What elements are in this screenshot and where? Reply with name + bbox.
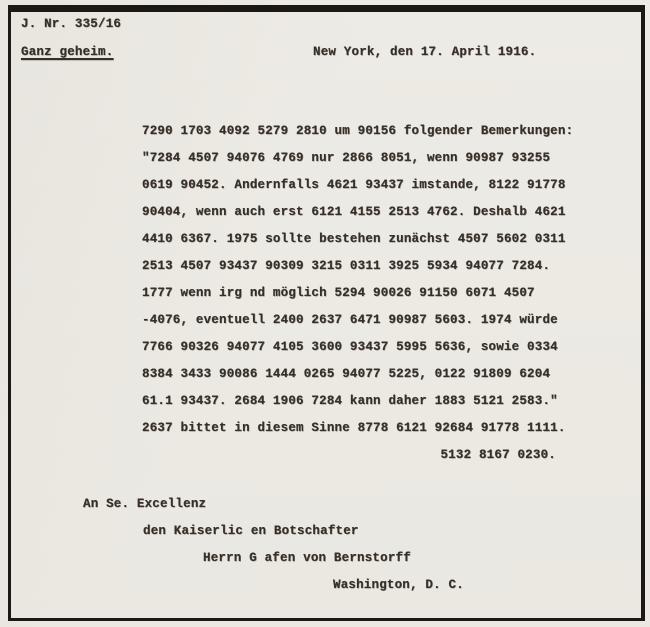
- cipher-line: "7284 4507 94076 4769 nur 2866 8051, wenn 90987 93255: [142, 151, 551, 165]
- classification-stamp: Ganz geheim.: [21, 45, 114, 59]
- cipher-line: 1777 wenn irg nd möglich 5294 90026 91150 6071 4507: [142, 286, 535, 300]
- cipher-line: 8384 3433 90086 1444 0265 94077 5225, 0122 91809 6204: [142, 367, 551, 381]
- address-block: [83, 491, 464, 599]
- address-line: Herrn G afen von Bernstorff: [203, 551, 411, 565]
- address-line: den Kaiserlic en Botschafter: [143, 524, 359, 538]
- cipher-line: -4076, eventuell 2400 2637 6471 90987 5603. 1974 würde: [142, 313, 558, 327]
- cipher-line: 90404, wenn auch erst 6121 4155 2513 4762. Deshalb 4621: [142, 205, 566, 219]
- cipher-line: 2637 bittet in diesem Sinne 8778 6121 92684 91778 1111.: [142, 421, 566, 435]
- address-line: An Se. Excellenz: [83, 497, 207, 511]
- cipher-body: [142, 118, 572, 469]
- cipher-signature-line: 5132 8167 0230.: [440, 448, 556, 462]
- page-border: [8, 5, 645, 621]
- cipher-line: 61.1 93437. 2684 1906 7284 kann daher 1883 5121 2583.": [142, 394, 558, 408]
- cipher-line: 4410 6367. 1975 sollte bestehen zunächst 4507 5602 0311: [142, 232, 566, 246]
- cipher-line: 7290 1703 4092 5279 2810 um 90156 folgender Bemerkungen:: [142, 124, 574, 138]
- cipher-line: 7766 90326 94077 4105 3600 93437 5995 5636, sowie 0334: [142, 340, 558, 354]
- reference-number: J. Nr. 335/16: [21, 17, 122, 31]
- cipher-line: 2513 4507 93437 90309 3215 0311 3925 5934 94077 7284.: [142, 259, 551, 273]
- address-line: Washington, D. C.: [333, 578, 464, 592]
- cipher-line: 0619 90452. Andernfalls 4621 93437 imstande, 8122 91778: [142, 178, 566, 192]
- dateline: New York, den 17. April 1916.: [313, 45, 537, 59]
